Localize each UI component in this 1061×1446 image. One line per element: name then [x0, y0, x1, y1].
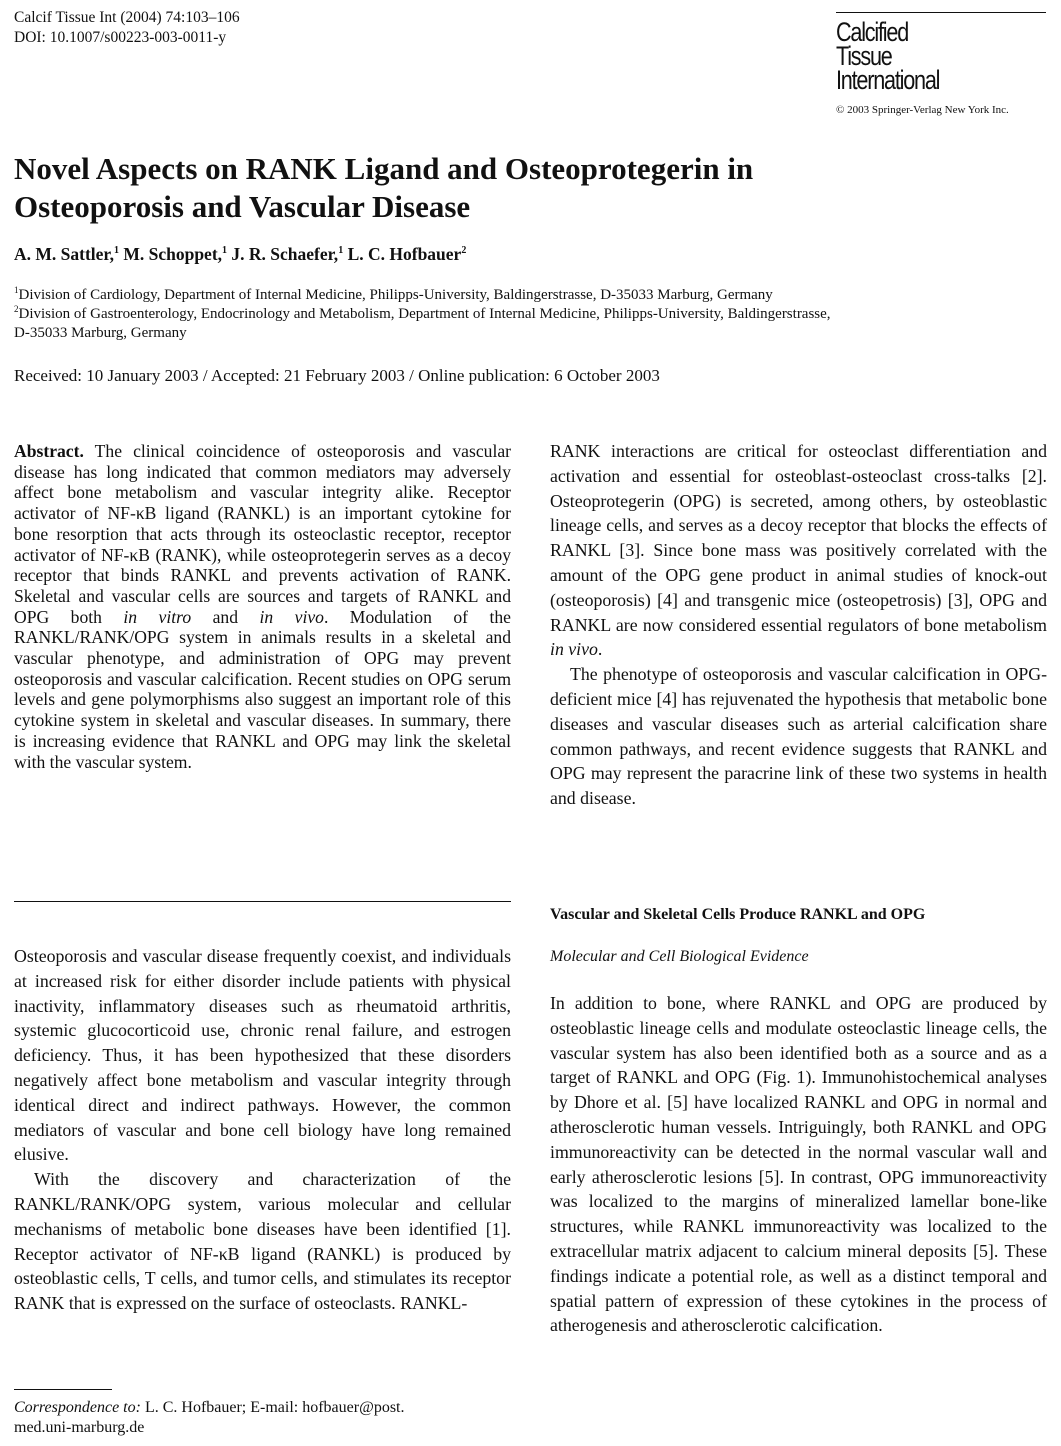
paragraph-text: RANK interactions are critical for osteoclast differentiation and activation and essential for osteoblast-osteoclast cross-talks [2]. Osteoprotegerin (OPG) is secreted, among others, by osteoblastic lineage cells, and serves as a decoy receptor that blocks the effects of RANKL [3]. Since bone mass was positively correlated with the amount of the OPG gene product in animal studies of knock-out (osteoporosis) [4] and transgenic mice (osteopetrosis) [3], OPG and RANKL are now considered essential regulators of bone metabolism [550, 441, 1047, 635]
affiliation-2-text: Division of Gastroenterology, Endocrinology and Metabolism, Department of Internal Medicine, Philipps-University, Baldingerstrasse, [18, 306, 831, 322]
abstract-italic: in vivo [259, 606, 324, 627]
logo-top-rule [836, 12, 1046, 13]
author-name: M. Schoppet, [123, 244, 223, 264]
correspondence-line-1 [14, 1398, 514, 1418]
section-heading: Vascular and Skeletal Cells Produce RANKL and OPG [550, 906, 926, 923]
author-name: A. M. Sattler, [14, 244, 114, 264]
journal-logo [836, 17, 965, 95]
title-line-1: Novel Aspects on RANK Ligand and Osteoprotegerin in [14, 151, 754, 186]
paragraph: The phenotype of osteoporosis and vascular calcification in OPG-deficient mice [4] has rejuvenated the hypothesis that metabolic bone diseases and vascular diseases such as arterial calcification share common pathways, and recent evidence suggests that RANKL and OPG may represent the paracrine link of these two systems in health and disease. [550, 664, 1047, 809]
right-column-body-top [550, 439, 1047, 811]
author-name: J. R. Schaefer, [231, 244, 339, 264]
correspondence-text: L. C. Hofbauer; E-mail: hofbauer@post. [140, 1399, 405, 1416]
footnote-rule [14, 1389, 112, 1390]
logo-line-calcified: Calcified [836, 17, 909, 47]
affiliation-1-text: Division of Cardiology, Department of Internal Medicine, Philipps-University, Baldingerstrasse, D-35033 Marburg, Germany [18, 287, 773, 303]
logo-line-international: International [836, 65, 940, 95]
author-affiliation-mark: 1 [222, 245, 228, 256]
paragraph [550, 439, 1047, 662]
affiliation-2 [14, 305, 1054, 324]
right-column-body-bottom [550, 991, 1047, 1338]
journal-citation: Calcif Tissue Int (2004) 74:103–106 [14, 9, 240, 26]
author-list [14, 244, 466, 265]
abstract-label: Abstract. [14, 441, 84, 461]
copyright: © 2003 Springer-Verlag New York Inc. [836, 104, 1009, 116]
affiliation-mark: 2 [14, 304, 19, 314]
affiliations [14, 286, 1054, 343]
affiliation-1 [14, 286, 1054, 305]
paragraph: With the discovery and characterization of the RANKL/RANK/OPG system, various molecular and cellular mechanisms of metabolic bone diseases have been identified [1]. Receptor activator of NF-κB ligand (RANKL) is produced by osteoblastic cells, T cells, and tumor cells, and stimulates its receptor RANK that is expressed on the surface of osteoclasts. RANKL- [14, 1169, 511, 1314]
affiliation-2-line-2: D-35033 Marburg, Germany [14, 325, 187, 341]
correspondence [14, 1398, 514, 1438]
paragraph: Osteoporosis and vascular disease frequently coexist, and individuals at increased risk for either disorder include patients with physical inactivity, inflammatory diseases such as rheumatoid arthritis, systemic glucocorticoid use, chronic renal failure, and estrogen deficiency. Thus, it has been hypothesized that these disorders negatively affect bone metabolism and vascular integrity through identical direct and indirect pathways. However, the common mediators of vascular and bone cell biology have long remained elusive. [14, 946, 511, 1165]
subsection-heading: Molecular and Cell Biological Evidence [550, 948, 809, 965]
doi: DOI: 10.1007/s00223-003-0011-y [14, 29, 227, 46]
article-title [14, 150, 974, 226]
author-affiliation-mark: 2 [461, 245, 467, 256]
abstract [14, 441, 511, 772]
author-affiliation-mark: 1 [338, 245, 344, 256]
left-column-body [14, 944, 511, 1316]
received-dates: Received: 10 January 2003 / Accepted: 21 February 2003 / Online publication: 6 October 2003 [14, 366, 660, 385]
abstract-rule [14, 901, 511, 902]
paragraph-text: . [597, 639, 603, 660]
title-line-2: Osteoporosis and Vascular Disease [14, 189, 471, 224]
paragraph: In addition to bone, where RANKL and OPG are produced by osteoblastic lineage cells and modulate osteoclastic lineage cells, the vascular system has also been identified both as a source and as a target of RANKL and OPG (Fig. 1). Immunohistochemical analyses by Dhore et al. [5] have localized RANKL and OPG in normal and atherosclerotic human vessels. Intriguingly, both RANKL and OPG immunoreactivity can be detected in the normal vascular wall and early atherosclerotic lesions [5]. In contrast, OPG immunoreactivity was localized to the margins of mineralized lamellar bone-like structures, while RANKL immunoreactivity was localized to the extracellular matrix adjacent to calcium mineral deposits [5]. These findings indicate a potential role, as well as a distinct temporal and spatial pattern of expression of these cytokines in the process of atherogenesis and atherosclerotic calcification. [550, 993, 1047, 1336]
paragraph-italic: in vivo [550, 639, 598, 660]
affiliation-mark: 1 [14, 285, 19, 295]
correspondence-label: Correspondence to: [14, 1399, 141, 1416]
abstract-text: and [191, 606, 260, 627]
abstract-italic: in vitro [123, 606, 192, 627]
author-name: L. C. Hofbauer [347, 244, 462, 264]
abstract-text: The clinical coincidence of osteoporosis and vascular disease has long indicated that common mediators may adversely affect bone metabolism and vascular integrity alike. Receptor activator of NF-κB ligand (RANKL) is an important cytokine for bone resorption that acts through its osteoclastic receptor, receptor activator of NF-κB (RANK), while osteoprotegerin serves as a decoy receptor that binds RANKL and prevents activation of RANK. Skeletal and vascular cells are sources and targets of RANKL and OPG both [14, 441, 511, 627]
correspondence-line-2: med.uni-marburg.de [14, 1419, 145, 1436]
author-affiliation-mark: 1 [113, 245, 119, 256]
logo-line-tissue: Tissue [836, 41, 892, 71]
abstract-text: . Modulation of the RANKL/RANK/OPG system in animals results in a skeletal and vascular phenotype, and administration of OPG may prevent osteoporosis and vascular calcification. Recent studies on OPG serum levels and gene polymorphisms also suggest an important role of this cytokine system in skeletal and vascular diseases. In summary, there is increasing evidence that RANKL and OPG may link the skeletal with the vascular system. [14, 606, 511, 772]
